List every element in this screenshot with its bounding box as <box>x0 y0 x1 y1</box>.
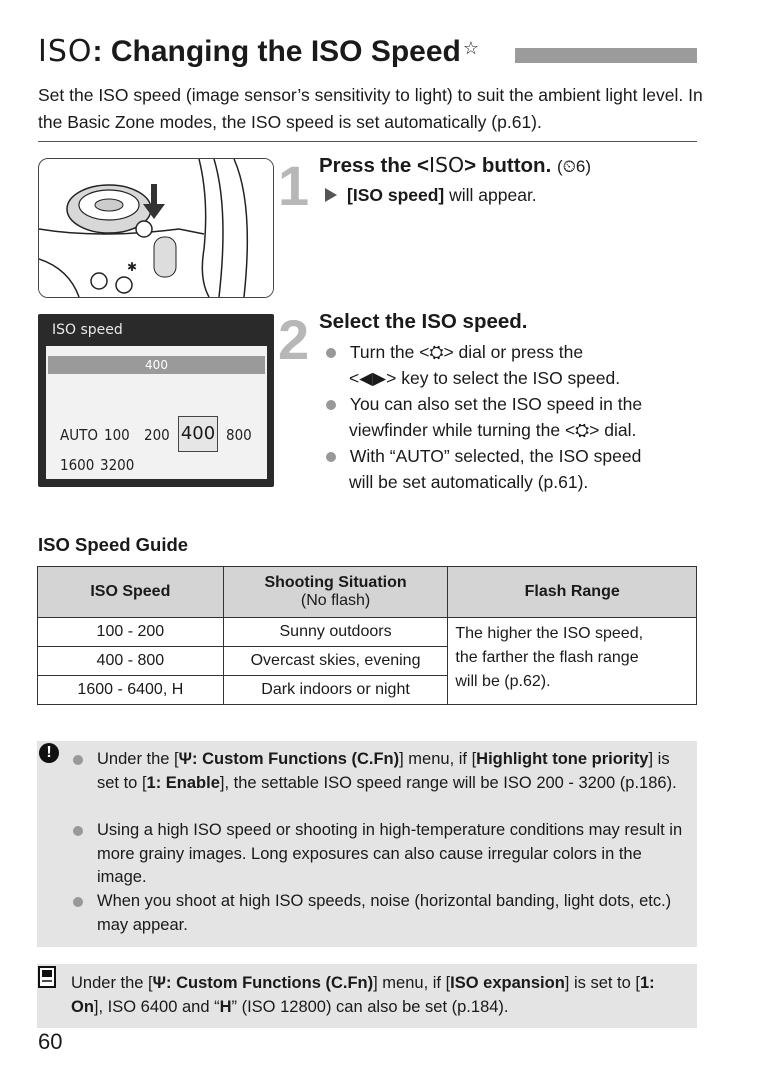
table-cell: Dark indoors or night <box>223 676 448 705</box>
step-1-title: Press the <ISO> button. (⏲6) <box>319 153 592 177</box>
lcd-option: 3200 <box>100 456 135 474</box>
note-box <box>37 964 697 1028</box>
table-cell: Sunny outdoors <box>223 618 448 647</box>
step-2-title: Select the ISO speed. <box>319 310 528 333</box>
iso-speed-screen <box>38 314 274 487</box>
caution-item: Under the [Ψ: Custom Functions (C.Fn)] menu, if [Highlight tone priority] is set to [1: Enable], the settable ISO speed range will be ISO 200 - 3200 (p.186). <box>73 748 683 795</box>
caution-icon: ! <box>39 743 59 763</box>
note-icon <box>38 966 56 988</box>
step-2-bullet-cont: <◀▶> key to select the ISO speed. <box>349 368 621 388</box>
table-cell: Overcast skies, evening <box>223 647 448 676</box>
bullet-icon <box>326 452 336 462</box>
title-text: : Changing the ISO Speed <box>92 35 461 68</box>
intro-paragraph: Set the ISO speed (image sensor’s sensitivity to light) to suit the ambient light level. In the Basic Zone modes, the ISO speed is set automatically (p.61). <box>38 85 703 132</box>
page-number: 60 <box>38 1029 63 1054</box>
timer-icon: (⏲6) <box>556 157 592 176</box>
lcd-option: 1600 <box>60 456 95 474</box>
column-header: Shooting Situation (No flash) <box>223 567 448 618</box>
step-2-bullet-cont: will be set automatically (p.61). <box>349 472 589 492</box>
table-header-row <box>38 567 697 618</box>
title-decoration-bar <box>515 48 697 63</box>
bullet-icon <box>326 400 336 410</box>
lcd-title: ISO speed <box>52 322 123 338</box>
bullet-icon <box>73 897 83 907</box>
table-cell: 1600 - 6400, H <box>38 676 224 705</box>
guide-title: ISO Speed Guide <box>38 534 189 555</box>
iso-button-icon: ISO <box>428 153 465 177</box>
camera-illustration <box>38 158 274 298</box>
lcd-current-value: 400 <box>48 356 265 374</box>
page-title <box>38 32 479 72</box>
arrow-icon <box>325 188 337 202</box>
step-1-number: 1 <box>278 154 310 217</box>
step-2-bullet: With “AUTO” selected, the ISO speed <box>326 443 641 469</box>
caution-box <box>37 741 697 947</box>
caution-item: Using a high ISO speed or shooting in high-temperature conditions may result in more grainy images. Long exposures can also cause irregular colors in the image. <box>73 819 683 890</box>
step-2-bullet: You can also set the ISO speed in the <box>326 391 642 417</box>
note-text: Under the [Ψ: Custom Functions (C.Fn)] menu, if [ISO expansion] is set to [1: On], ISO 6400 and “H” (ISO 12800) can also be set (p.184). <box>71 974 655 1016</box>
divider <box>38 141 697 142</box>
table-row <box>38 618 697 647</box>
table-cell: 100 - 200 <box>38 618 224 647</box>
step-2-number: 2 <box>278 308 310 371</box>
iso-icon: ISO <box>38 34 93 69</box>
lcd-option: 100 <box>104 426 130 444</box>
lcd-option: AUTO <box>60 426 98 444</box>
bullet-icon <box>326 348 336 358</box>
column-header: Flash Range <box>448 567 697 618</box>
bullet-icon <box>73 755 83 765</box>
lcd-option: 800 <box>226 426 252 444</box>
bullet-icon <box>73 826 83 836</box>
step-2-bullet-cont: viewfinder while turning the <⛭> dial. <box>349 420 637 440</box>
lcd-selected-option: 400 <box>178 416 218 452</box>
flash-range-cell: The higher the ISO speed, the farther the flash range will be (p.62). <box>448 618 697 705</box>
step-2-bullet: Turn the <⛭> dial or press the <box>326 339 583 365</box>
lcd-option: 200 <box>144 426 170 444</box>
step-1-result: [ISO speed] will appear. <box>325 182 537 208</box>
caution-item: When you shoot at high ISO speeds, noise (horizontal banding, light dots, etc.) may appear. <box>73 890 683 937</box>
svg-text:✱: ✱ <box>127 260 138 274</box>
table-cell: 400 - 800 <box>38 647 224 676</box>
star-icon: ☆ <box>462 38 480 58</box>
column-header: ISO Speed <box>38 567 224 618</box>
iso-speed-guide-table <box>37 566 697 705</box>
